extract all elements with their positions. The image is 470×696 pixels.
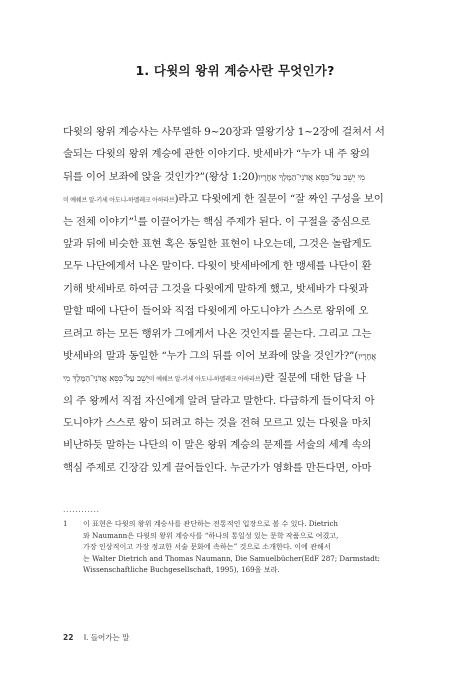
transliteration: 미 예쉐브 알-키세 아도니-하멜레크 아하라브: [148, 376, 261, 384]
text-line: [63, 211, 408, 233]
text-segment: 다윗의 왕위 계승사는 사무엘하 9~20장과 열왕기상 1~2장에 걸쳐서 서: [63, 126, 385, 138]
text-segment: 뒤를 이어 보좌에 앉을 것인가?”(왕상 1:20): [63, 170, 259, 183]
text-line: [63, 457, 408, 479]
hebrew-text: אֲחָרָיו: [358, 351, 377, 362]
chapter-title: 1. 다윗의 왕위 계승사란 무엇인가?: [135, 63, 335, 78]
footnote-line: 이 표현은 다윗의 왕위 계승사를 관단하는 전통적인 입장으로 볼 수 있다. Dietrich: [83, 519, 338, 528]
text-segment: )라고 다윗에게 한 질문이 “잘 짜인 구성을 보이: [174, 193, 384, 206]
footnote-reference: 1: [133, 215, 138, 223]
text-segment: 는 전체 이야기”: [63, 215, 134, 228]
footnote-line: 는 Walter Dietrich and Thomas Naumann, Die Samuelbücher(EdF 287; Darmstadt:: [83, 553, 380, 563]
text-segment: 르려고 하는 모든 행위가 그에게서 나온 것인지를 묻는다. 그리고 그는: [63, 327, 372, 340]
text-line: [63, 434, 408, 456]
hebrew-text: מִי יֵשֵׁב עַל־כִּסֵּא אֲדֹנִי־הַמֶּלֶךְ אַחֲרָיו: [258, 172, 365, 183]
text-line: [63, 345, 408, 367]
text-segment: 앞과 뒤에 비슷한 표현 혹은 동일한 표현이 나오는데, 그것은 놀랍게도: [63, 237, 372, 250]
text-segment: 도니야가 스스로 왕이 되려고 하는 것을 전혀 모르고 있는 다윗을 마치: [63, 417, 372, 430]
footnote-text: [83, 518, 380, 576]
page-number: 22: [63, 633, 74, 642]
footnote-separator: ............: [63, 505, 100, 514]
text-line: [63, 367, 408, 389]
text-segment: 핵심 주제로 긴장감 있게 끌어들인다. 누군가가 영화를 만든다면, 아마: [63, 461, 372, 474]
page-footer: [63, 632, 129, 643]
footnote-line: 와 Naumann은 다윗의 왕위 계승사를 “하나의 통일성 있는 문학 작품으로 여겼고,: [83, 530, 339, 540]
hebrew-text: יֵשֵׁב עַל־כִּסֵּא אֲדֹנִי־הַמֶּלֶךְ מִי: [63, 374, 149, 385]
text-line: [63, 278, 408, 300]
text-segment: 모두 나단에게서 나온 말이다. 다윗이 밧세바에게 한 맹세를 나단이 환: [63, 260, 372, 273]
text-line: [63, 188, 408, 210]
text-segment: 기해 밧세바로 하여금 그것을 다윗에게 말하게 했고, 밧세바가 다윗과: [63, 282, 369, 295]
text-segment: 말할 때에 나단이 들어와 직접 다윗에게 아도니야가 스스로 왕위에 오: [63, 305, 369, 318]
footnote-number: 1: [63, 519, 68, 528]
text-line: [63, 233, 408, 255]
text-line: [63, 323, 408, 345]
text-line: [63, 412, 408, 434]
text-line: [63, 255, 408, 277]
text-segment: 의 주 왕께서 직접 자신에게 알려 달라고 말한다. 다급하게 들이닥치 아: [63, 394, 375, 407]
transliteration: 미 예쉐브 알-키세 아도니-하멜레크 아하라브: [63, 197, 175, 205]
footnote-line: 가장 인상적이고 가장 정교한 서술 문화에 속하는” 것으로 소개한다. 이에 관해서: [83, 542, 331, 552]
text-line: [63, 143, 408, 165]
text-segment: 비난하듯 말하는 나단의 이 말은 왕위 계승의 문제를 서술의 세계 속의: [63, 439, 372, 452]
text-segment: 술되는 다윗의 왕위 계승에 관한 이야기다. 밧세바가 “누가 내 주 왕의: [63, 148, 370, 161]
text-segment: )란 질문에 대한 답을 나: [260, 372, 366, 385]
text-segment: 밧세바의 말과 동일한 “누가 그의 뒤를 이어 보좌에 앉을 것인가?”(: [63, 349, 359, 362]
text-line: [63, 300, 408, 322]
text-line: [63, 390, 408, 412]
text-line: [63, 121, 408, 143]
running-section-title: I. 들어가는 말: [83, 633, 130, 642]
text-segment: 를 이끌어가는 핵심 주제가 된다. 이 구절을 중심으로: [137, 215, 371, 228]
body-paragraph: [63, 121, 408, 479]
text-line: [63, 166, 408, 188]
footnote-line: Wissenschaftliche Buchgesellschaft, 1995), 169을 보라.: [83, 565, 280, 575]
